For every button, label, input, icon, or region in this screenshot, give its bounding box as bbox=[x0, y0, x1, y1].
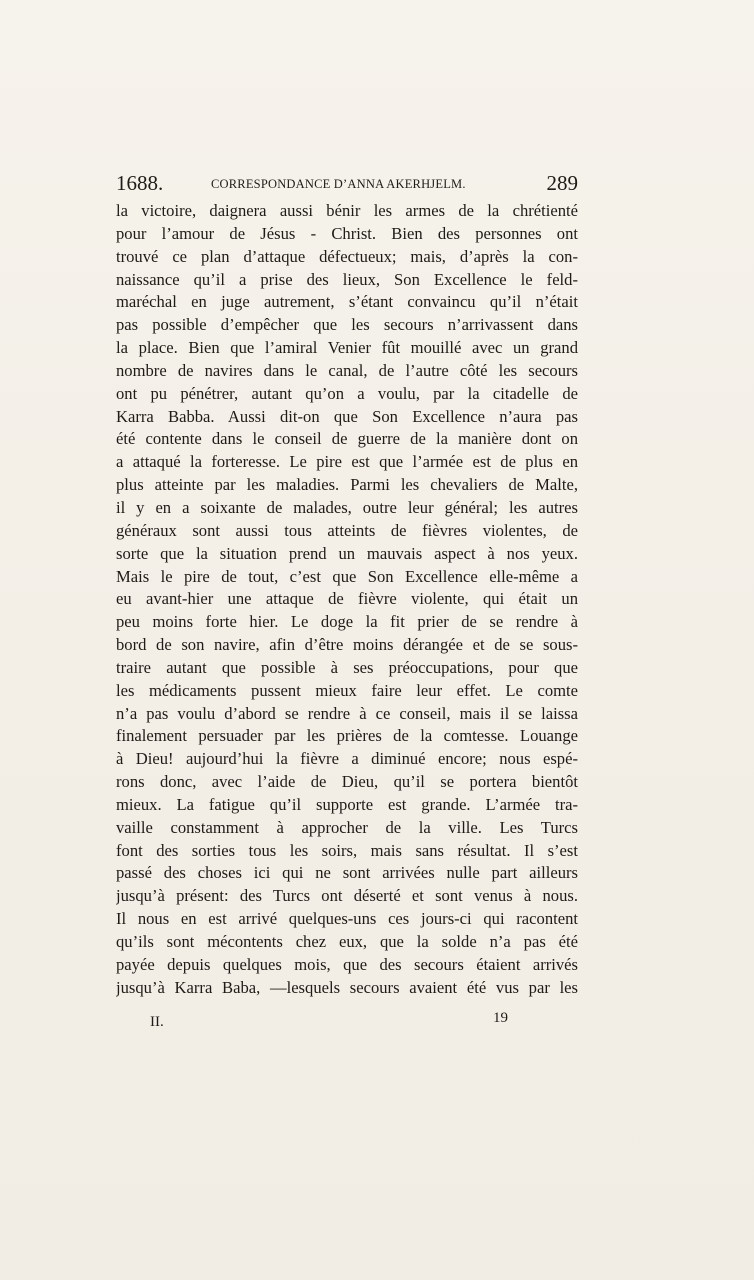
text-line: Karra Babba. Aussi dit-on que Son Excellence n’aura pas bbox=[116, 406, 578, 426]
text-line: payée depuis quelques mois, que des secours étaient arrivés bbox=[116, 954, 578, 974]
text-line: traire autant que possible à ses préoccupations, pour que bbox=[116, 657, 578, 677]
text-line: Il nous en est arrivé quelques-uns ces jours-ci qui racontent bbox=[116, 909, 578, 929]
text-line: la place. Bien que l’amiral Venier fût mouillé avec un grand bbox=[116, 338, 578, 358]
body-text bbox=[116, 200, 578, 1000]
text-line: peu moins forte hier. Le doge la fit prier de se rendre à bbox=[116, 612, 578, 632]
page-footer bbox=[150, 1010, 530, 1035]
text-line: sorte que la situation prend un mauvais aspect à nos yeux. bbox=[116, 543, 578, 563]
signature-mark: 19 bbox=[493, 1010, 508, 1026]
text-line: n’a pas voulu d’abord se rendre à ce conseil, mais il se laissa bbox=[116, 703, 578, 723]
text-line: finalement persuader par les prières de la comtesse. Louange bbox=[116, 726, 578, 746]
text-line: pas possible d’empêcher que les secours n’arrivassent dans bbox=[116, 315, 578, 335]
text-line: trouvé ce plan d’attaque défectueux; mais, d’après la con- bbox=[116, 246, 578, 266]
text-line: vaille constamment à approcher de la ville. Les Turcs bbox=[116, 817, 578, 837]
text-line: jusqu’à Karra Baba, —lesquels secours avaient été vus par les bbox=[116, 977, 578, 997]
text-line: qu’ils sont mécontents chez eux, que la solde n’a pas été bbox=[116, 932, 578, 951]
text-line: Mais le pire de tout, c’est que Son Excellence elle-même a bbox=[116, 566, 578, 586]
text-line: à Dieu! aujourd’hui la fièvre a diminué encore; nous espé- bbox=[116, 749, 578, 769]
text-line: ont pu pénétrer, autant qu’on a voulu, par la citadelle de bbox=[116, 383, 578, 403]
text-line: rons donc, avec l’aide de Dieu, qu’il se portera bientôt bbox=[116, 772, 578, 792]
text-line: pour l’amour de Jésus - Christ. Bien des personnes ont bbox=[116, 223, 578, 243]
text-line: eu avant-hier une attaque de fièvre violente, qui était un bbox=[116, 589, 578, 609]
page-number: 289 bbox=[546, 171, 578, 195]
text-line: passé des choses ici qui ne sont arrivées nulle part ailleurs bbox=[116, 863, 578, 883]
volume-marker: II. bbox=[150, 1014, 164, 1030]
text-line: été contente dans le conseil de guerre de la manière dont on bbox=[116, 429, 578, 449]
text-line: font des sorties tous les soirs, mais sans résultat. Il s’est bbox=[116, 840, 578, 860]
text-line: les médicaments pussent mieux faire leur effet. Le comte bbox=[116, 680, 578, 700]
header-title: CORRESPONDANCE D’ANNA AKERHJELM. bbox=[211, 177, 466, 191]
header-year: 1688. bbox=[116, 171, 164, 195]
text-line: il y en a soixante de malades, outre leur général; les autres bbox=[116, 497, 578, 517]
text-line: plus atteinte par les maladies. Parmi les chevaliers de Malte, bbox=[116, 475, 578, 495]
text-line: a attaqué la forteresse. Le pire est que l’armée est de plus en bbox=[116, 452, 578, 472]
text-line: bord de son navire, afin d’être moins dérangée et de se sous- bbox=[116, 635, 578, 655]
text-line: la victoire, daignera aussi bénir les armes de la chrétienté bbox=[116, 201, 578, 220]
text-line: généraux sont aussi tous atteints de fièvres violentes, de bbox=[116, 520, 578, 540]
running-header bbox=[116, 171, 578, 197]
text-line: maréchal en juge autrement, s’étant convaincu qu’il n’était bbox=[116, 292, 578, 312]
text-line: nombre de navires dans le canal, de l’autre côté les secours bbox=[116, 360, 578, 380]
text-line: jusqu’à présent: des Turcs ont déserté et sont venus à nous. bbox=[116, 886, 578, 906]
text-line: mieux. La fatigue qu’il supporte est grande. L’armée tra- bbox=[116, 794, 578, 814]
text-line: naissance qu’il a prise des lieux, Son Excellence le feld- bbox=[116, 269, 578, 289]
